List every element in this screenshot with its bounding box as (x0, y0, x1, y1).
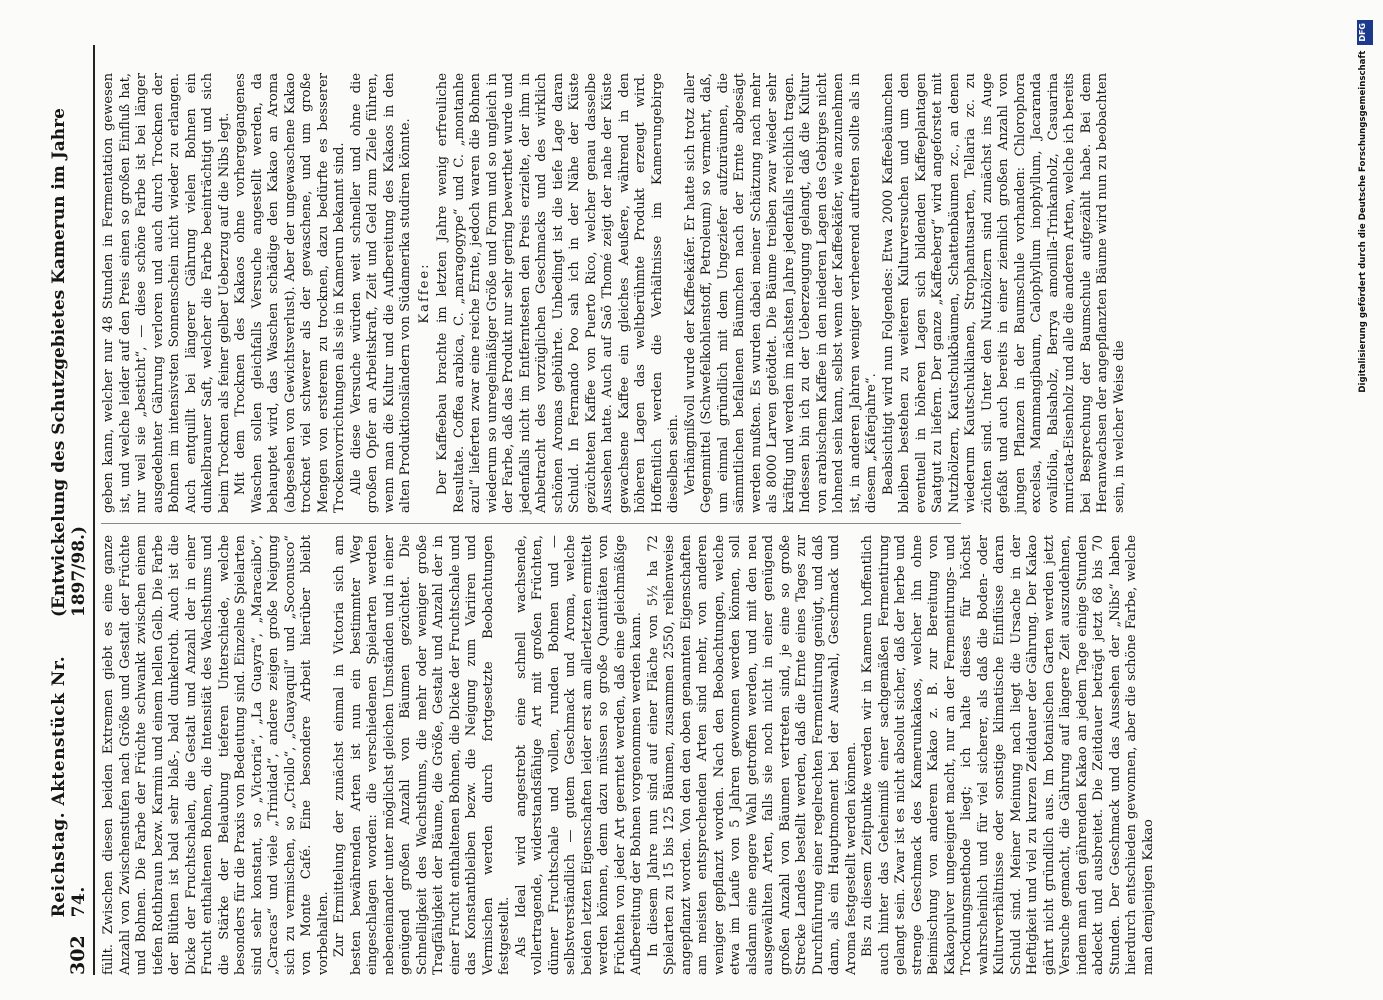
page-subtitle: (Entwickelung des Schutzgebietes Kamerun im Jahre 1897/98.) (49, 108, 89, 618)
credit-text: Digitalisierung gefördert durch die Deutsche Forschungsgemeinschaft (1358, 50, 1368, 393)
paragraph: Als Ideal wird angestrebt eine schnell wachsende, vollertragende, widerstandsfähige Art mit großen Früchten, dünner Fruchtschale und vollen, runden Bohnen und — selbstverständlich — gutem Geschmack und Aroma, welche beiden letzten Eigenschaften leider erst am allerletzten ermittelt werden können, denn dazu müssen so große Quantitäten von Früchten von jeder Art geerntet werden, daß eine gleichmäßige Aufbereitung der Bohnen vorgenommen werden kann. (513, 535, 644, 975)
rotated-page-content (49, 45, 1345, 975)
paragraph: Verhängnißvoll wurde der Kaffeekäfer. Er hatte sich trotz aller Gegenmittel (Schwefelkohlenstoff, Petroleum) so vermehrt, daß, um einmal gründlich mit dem Ungeziefer aufzuräumen, die sämmtlichen befallenen Bäumchen nach der Ernte abgesägt werden mußten. Es wurden dabei meiner Schätzung nach mehr als 8000 Larven getödtet. Die Bäume treiben zwar wieder sehr kräftig und werden im nächsten Jahre jedenfalls reichlich tragen. Indessen bin ich zu der Ueberzeugung gelangt, daß die Kultur von arabischem Kaffee in den niederen Lagen des Gebirges nicht lohnend sein kann, selbst wenn der Kaffeekäfer, wie anzunehmen ist, in anderen Jahren weniger verheerend auftreten sollte als in diesem „Käferjahre“. (682, 73, 879, 513)
page-title: Reichstag. Aktenstück Nr. 74. (49, 655, 89, 918)
column-separator (101, 523, 961, 524)
paragraph: Der Kaffeebau brachte im letzten Jahre wenig erfreuliche Resultate. Coffea arabica, C. „maragogype“ und C. „montanhe azul“ lieferten zwar eine reiche Ernte, jedoch waren die Bohnen wiederum so unregelmäßiger Größe und Form und so ungleich in der Farbe, daß das Produkt nur sehr gering bewerthet wurde und jedenfalls nicht im Entferntesten den Preis erzielte, der ihm in Anbetracht des vorzüglichen Geschmacks und des wirklich schönen Aromas gebührte. Unbedingt ist die tiefe Lage daran Schuld. In Fernando Poo sah ich in der Nähe der Küste gezüchteten Kaffee von Puerto Rico, welcher genau dasselbe Aussehen hatte. Auch auf Saõ Thomé zeigt der nahe der Küste gewachsene Kaffee ein gleiches Aeußere, während in den höheren Lagen das weltberühmte Produkt erzeugt wird. Hoffentlich werden die Verhältnisse im Kamerungebirge dieselben sein. (435, 73, 681, 513)
section-heading: Kaffee: (416, 262, 432, 324)
header-rule (93, 45, 95, 975)
left-column (101, 535, 1156, 975)
paragraph: In diesem Jahre nun sind auf einer Fläche von 5½ ha 72 Spielarten zu 15 bis 125 Bäumen, zusammen 2550, reihenweise angepflanzt worden. Von den den oben genannten Eigenschaften am meisten entsprechenden Arten sind mehr, von anderen weniger gepflanzt worden. Nach den Beobachtungen, welche etwa im Laufe von 5 Jahren gewonnen werden können, soll alsdann eine engere Wahl getroffen werden, und mit den neu ausgewählten Arten, falls sie noch nicht in einer genügend großen Anzahl von Bäumen vertreten sind, je eine so große Strecke Landes bestellt werden, daß die Ernte eines Tages zur Durchführung einer regelrechten Fermentirung genügt, und daß dann, als ein Hauptmoment bei der Auswahl, Geschmack und Aroma festgestellt werden können. (645, 535, 859, 975)
right-column (101, 73, 1127, 513)
dfg-logo: DFG (1357, 20, 1373, 45)
digitization-credit (1353, 20, 1373, 980)
paragraph: Mit dem Trocknen des Kakaos ohne vorhergegangenes Waschen sollen gleichfalls Versuche angestellt werden, da behauptet wird, das Waschen schädige den Kakao an Aroma (abgesehen von Gewichtsverlust). Aber der ungewaschene Kakao trocknet viel schwerer als der gewaschene, und um große Mengen von ersterem zu trocknen, dazu bedürfte es besserer Trockenvorrichtungen als sie in Kamerun bekannt sind. (233, 73, 347, 513)
paragraph: Alle diese Versuche würden weit schneller und ohne die großen Opfer an Arbeitskraft, Zeit und Geld zum Ziele führen, wenn man die Kultur und die Aufbereitung des Kakaos in den alten Produktionsländern von Südamerika studiren könnte. (348, 73, 413, 513)
paragraph: Beabsichtigt wird nun Folgendes: Etwa 2000 Kaffeebäumchen bleiben bestehen zu weiteren Kulturversuchen und um den eventuell in höheren Lagen sich bildenden Kaffeeplantagen Saatgut zu liefern. Der ganze „Kaffeeberg“ wird angeforstet mit Nutzhölzern, Kautschukbäumen, Schattenbäumen zc., an denen wiederum Kautschuklianen, Strophantusarten, Tellaria zc. zu züchten sind. Unter den Nutzhölzern sind zunächst ins Auge gefaßt und auch bereits in einer ziemlich großen Anzahl von jungen Pflanzen in der Baumschule vorhanden: Chlorophora excelsa, Mammangibaum, Calophyllum inophyllum, Jacaranda ovalifolia, Balsaholz, Berrya amonilla-Trinkanholz, Casuarina muricata-Eisenholz und alle die anderen Arten, welche ich bereits bei Besprechung der Baumschule aufgezählt habe. Bei dem Heranwachsen der angepflanzten Bäume wird nun zu beobachten sein, in welcher Weise die (880, 73, 1127, 513)
paragraph: Bis zu diesem Zeitpunkte werden wir in Kamerun hoffentlich auch hinter das Geheimniß einer sachgemäßen Fermentirung gelangt sein. Zwar ist es nicht absolut sicher, daß der herbe und strenge Geschmack des Kamerunkakaos, welcher ihn ohne Beimischung von anderem Kakao z. B. zur Bereitung von Kakaopulver ungeeignet macht, nur an der Fermentirungs- und Trocknungsmethode liegt; ich halte dieses für höchst wahrscheinlich und für viel sicherer, als daß die Boden- oder Kulturverhältnisse oder sonstige klimatische Einflüsse daran Schuld sind. Meiner Meinung nach liegt die Ursache in der Heftigkeit und viel zu kurzen Zeitdauer der Gährung. Der Kakao gährt nicht gründlich aus. Im botanischen Garten werden jetzt Versuche gemacht, die Gährung auf längere Zeit auszudehnen, indem man den gährenden Kakao an jedem Tage einige Stunden abdeckt und ausbreitet. Die Zeitdauer beträgt jetzt 68 bis 70 Stunden. Der Geschmack und das Aussehen der „Nibs“ haben hierdurch entschieden gewonnen, aber die schöne Farbe, welche man demjenigen Kakao (860, 535, 1156, 975)
paragraph: füllt. Zwischen diesen beiden Extremen giebt es eine ganze Anzahl von Zwischenstufen nach Größe und Gestalt der Früchte und Bohnen. Die Farbe der Früchte schwankt zwischen einem tiefen Rothbraun bezw. Karmin und einem hellen Gelb. Die Farbe der Blüthen ist bald sehr blaß-, bald dunkelroth. Auch ist die Dicke der Fruchtschalen, die Gestalt und Anzahl der in einer Frucht enthaltenen Bohnen, die Intensität des Wachsthums und die Stärke der Belaubung tieferen Unterschiede, welche besonders für die Praxis von Bedeutung sind. Einzelne Spielarten sind sehr konstant, so „Victoria“, „La Guayra“, „Maracaibo“, „Caracas“ und viele „Trinidad“, andere zeigen große Neigung sich zu vermischen, so „Criollo“, „Guayaquil“ und „Soconusco“ von Monte Café. Eine besondere Arbeit hierüber bleibt vorbehalten. (101, 535, 331, 975)
page-header (49, 45, 89, 975)
paragraph: geben kann, welcher nur 48 Stunden in Fermentation gewesen ist, und welche leider auf den Preis einen so großen Einfluß hat, nur weil sie „besticht“, — diese schöne Farbe ist bei länger ausgedehnter Gährung verloren und auch durch Trocknen der Bohnen im intensivsten Sonnenschein nicht wieder zu erlangen. Auch entquillt bei längerer Gährung vielen Bohnen ein dunkelbrauner Saft, welcher die Farbe beeinträchtigt und sich beim Trocknen als feiner gelber Ueberzug auf die Nibs legt. (101, 73, 232, 513)
paragraph: Zur Ermittelung der zunächst einmal in Victoria sich am besten bewährenden Arten ist nun ein bestimmter Weg eingeschlagen worden: die verschiedenen Spielarten werden nebeneinander unter möglichst gleichen Umständen und in einer genügend großen Anzahl von Bäumen gezüchtet. Die Schnelligkeit des Wachsthums, die mehr oder weniger große Tragfähigkeit der Bäume, die Größe, Gestalt und Anzahl der in einer Frucht enthaltenen Bohnen, die Dicke der Fruchtschale und das Konstantbleiben bezw. die Neigung zum Variiren und Vermischen werden durch fortgesetzte Beobachtungen festgestellt. (332, 535, 512, 975)
page-number: 302 (67, 935, 89, 975)
